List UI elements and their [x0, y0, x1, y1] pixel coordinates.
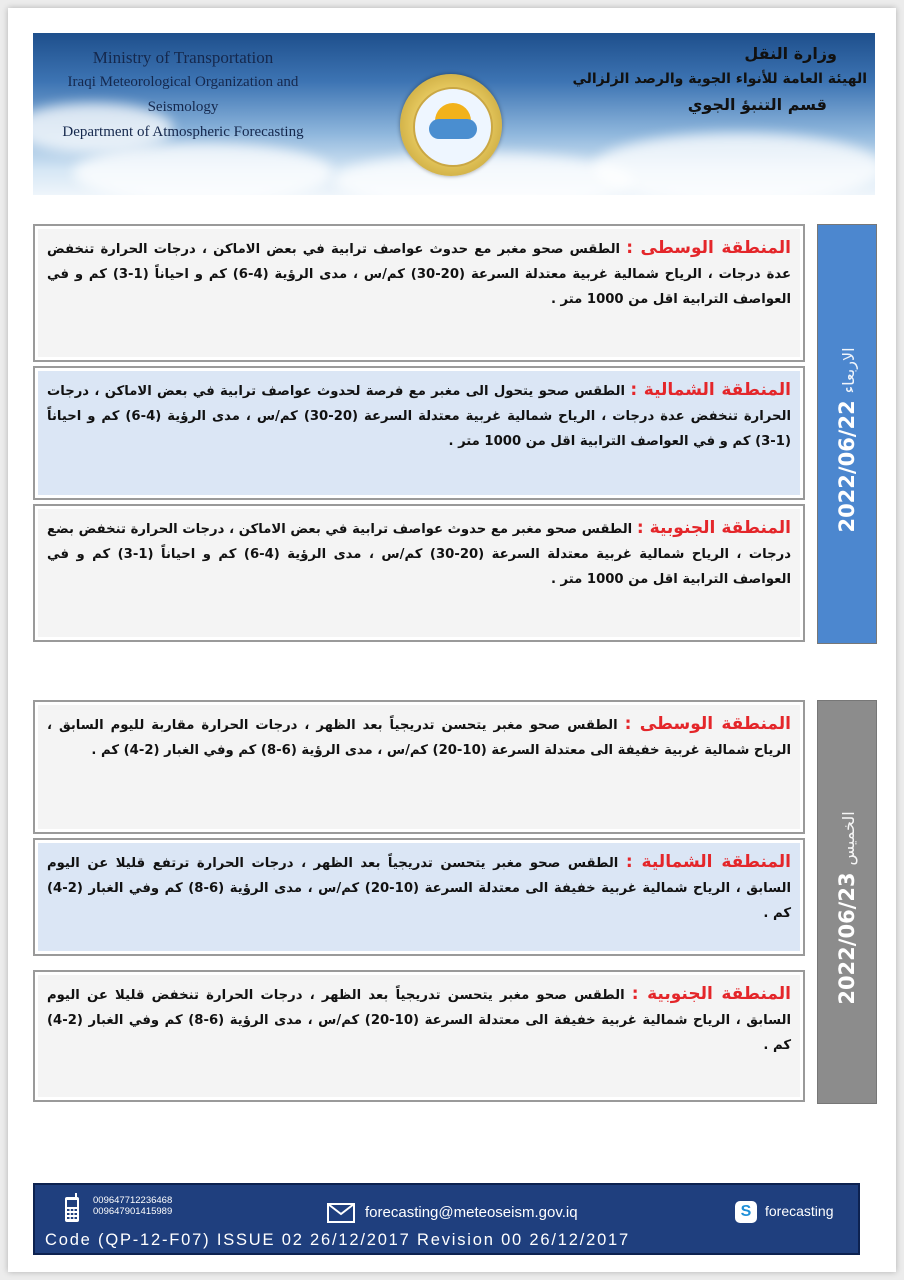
region-label: المنطقة الشمالية :: [630, 380, 791, 400]
forecast-card-north: [33, 838, 805, 956]
mail-icon: [327, 1203, 355, 1223]
document-code-line: Code (QP-12-F07) ISSUE 02 26/12/2017 Revision 00 26/12/2017: [45, 1231, 630, 1249]
forecast-text: الطقس صحو يتحول الى مغبر مع فرصة لحدوث عواصف ترابية في بعض الاماكن ، درجات الحرارة تنخفض عدة درجات ، الرياح شمالية غربية معتدلة السرعة (20-30) كم/س ، مدى الرؤية (4-6) كم و احياناً (1-3) كم و في العواصف الترابية اقل من 1000 متر .: [47, 384, 791, 449]
ministry-english-line: Department of Atmospheric Forecasting: [62, 124, 304, 140]
ministry-arabic-line: قسم التنبؤ الجوي: [687, 95, 827, 114]
forecast-card-south: [33, 504, 805, 642]
cloud-icon: [429, 119, 477, 139]
ministry-english-line: Iraqi Meteorological Organization and Seismology: [67, 74, 299, 115]
forecast-text: الطقس صحو مغبر يتحسن تدريجياً بعد الظهر ، درجات الحرارة ترتفع قليلا عن اليوم السابق ، الرياح شمالية غربية خفيفة الى معتدلة السرعة (10-20) كم/س ، مدى الرؤية (6-8) كم وفي الغبار (2-4) كم .: [47, 856, 791, 921]
region-label: المنطقة الجنوبية :: [631, 984, 791, 1004]
document-footer: [33, 1183, 860, 1255]
ministry-arabic-line: الهيئة العامة للأنواء الجوية والرصد الزلزالي: [572, 71, 867, 87]
forecast-day-2: [33, 700, 878, 1104]
phone-number[interactable]: 009647901415989: [93, 1206, 173, 1217]
region-label: المنطقة الجنوبية :: [636, 518, 791, 538]
day-name-text: الاربعاء: [839, 347, 858, 394]
cloud-decoration: [593, 133, 875, 195]
region-label: المنطقة الوسطى :: [626, 238, 792, 258]
date-text: 2022/06/23: [835, 872, 859, 1005]
forecast-card-south: [33, 970, 805, 1102]
organization-seal-logo: [400, 74, 502, 176]
day-1-date-label: [835, 335, 859, 532]
ministry-arabic-block: [557, 41, 867, 119]
email-link[interactable]: forecasting@meteoseism.gov.iq: [365, 1204, 578, 1221]
forecast-card-north: [33, 366, 805, 500]
region-label: المنطقة الوسطى :: [624, 714, 792, 734]
forecast-card-central: [33, 700, 805, 834]
header-banner: [33, 33, 875, 195]
day-2-date-label: [835, 799, 859, 1004]
day-name-text: الخميس: [839, 811, 858, 866]
forecast-day-1: [33, 224, 878, 644]
skype-icon: S: [735, 1201, 757, 1223]
ministry-english-block: [33, 45, 333, 145]
phone-number[interactable]: 009647712236468: [93, 1195, 173, 1206]
seal-emblem: [413, 87, 493, 167]
forecast-text: الطقس صحو مغبر يتحسن تدريجياً بعد الظهر ، درجات الحرارة مقاربة لليوم السابق ، الرياح شمالية غربية خفيفة الى معتدلة السرعة (10-20) كم/س ، مدى الرؤية (6-8) كم وفي الغبار (2-4) كم .: [47, 718, 791, 758]
phone-icon: [63, 1193, 81, 1223]
day-2-date-bar: [817, 700, 877, 1104]
forecast-text: الطقس صحو مغبر مع حدوث عواصف ترابية في بعض الاماكن ، درجات الحرارة تنخفض بضع درجات ، الرياح شمالية غربية معتدلة السرعة (20-30) كم/س ، مدى الرؤية (4-6) كم و احياناً (1-3) كم و في العواصف الترابية اقل من 1000 متر .: [47, 522, 791, 587]
forecast-text: الطقس صحو مغبر مع حدوث عواصف ترابية في بعض الاماكن ، درجات الحرارة تنخفض عدة درجات ، الرياح شمالية غربية معتدلة السرعة (20-30) كم/س ، مدى الرؤية (4-6) كم و احياناً (1-3) كم و في العواصف الترابية اقل من 1000 متر .: [47, 242, 791, 307]
forecast-text: الطقس صحو مغبر يتحسن تدريجياً بعد الظهر ، درجات الحرارة تنخفض قليلا عن اليوم السابق ، الرياح شمالية غربية خفيفة الى معتدلة السرعة (10-20) كم/س ، مدى الرؤية (6-8) كم وفي الغبار (2-4) كم .: [47, 988, 791, 1053]
ministry-english-line: Ministry of Transportation: [92, 48, 274, 67]
skype-handle[interactable]: forecasting: [765, 1203, 834, 1219]
ministry-arabic-line: وزارة النقل: [744, 44, 837, 63]
day-1-date-bar: [817, 224, 877, 644]
region-label: المنطقة الشمالية :: [625, 852, 791, 872]
date-text: 2022/06/22: [835, 400, 859, 533]
phone-numbers: [93, 1195, 172, 1217]
forecast-card-central: [33, 224, 805, 362]
